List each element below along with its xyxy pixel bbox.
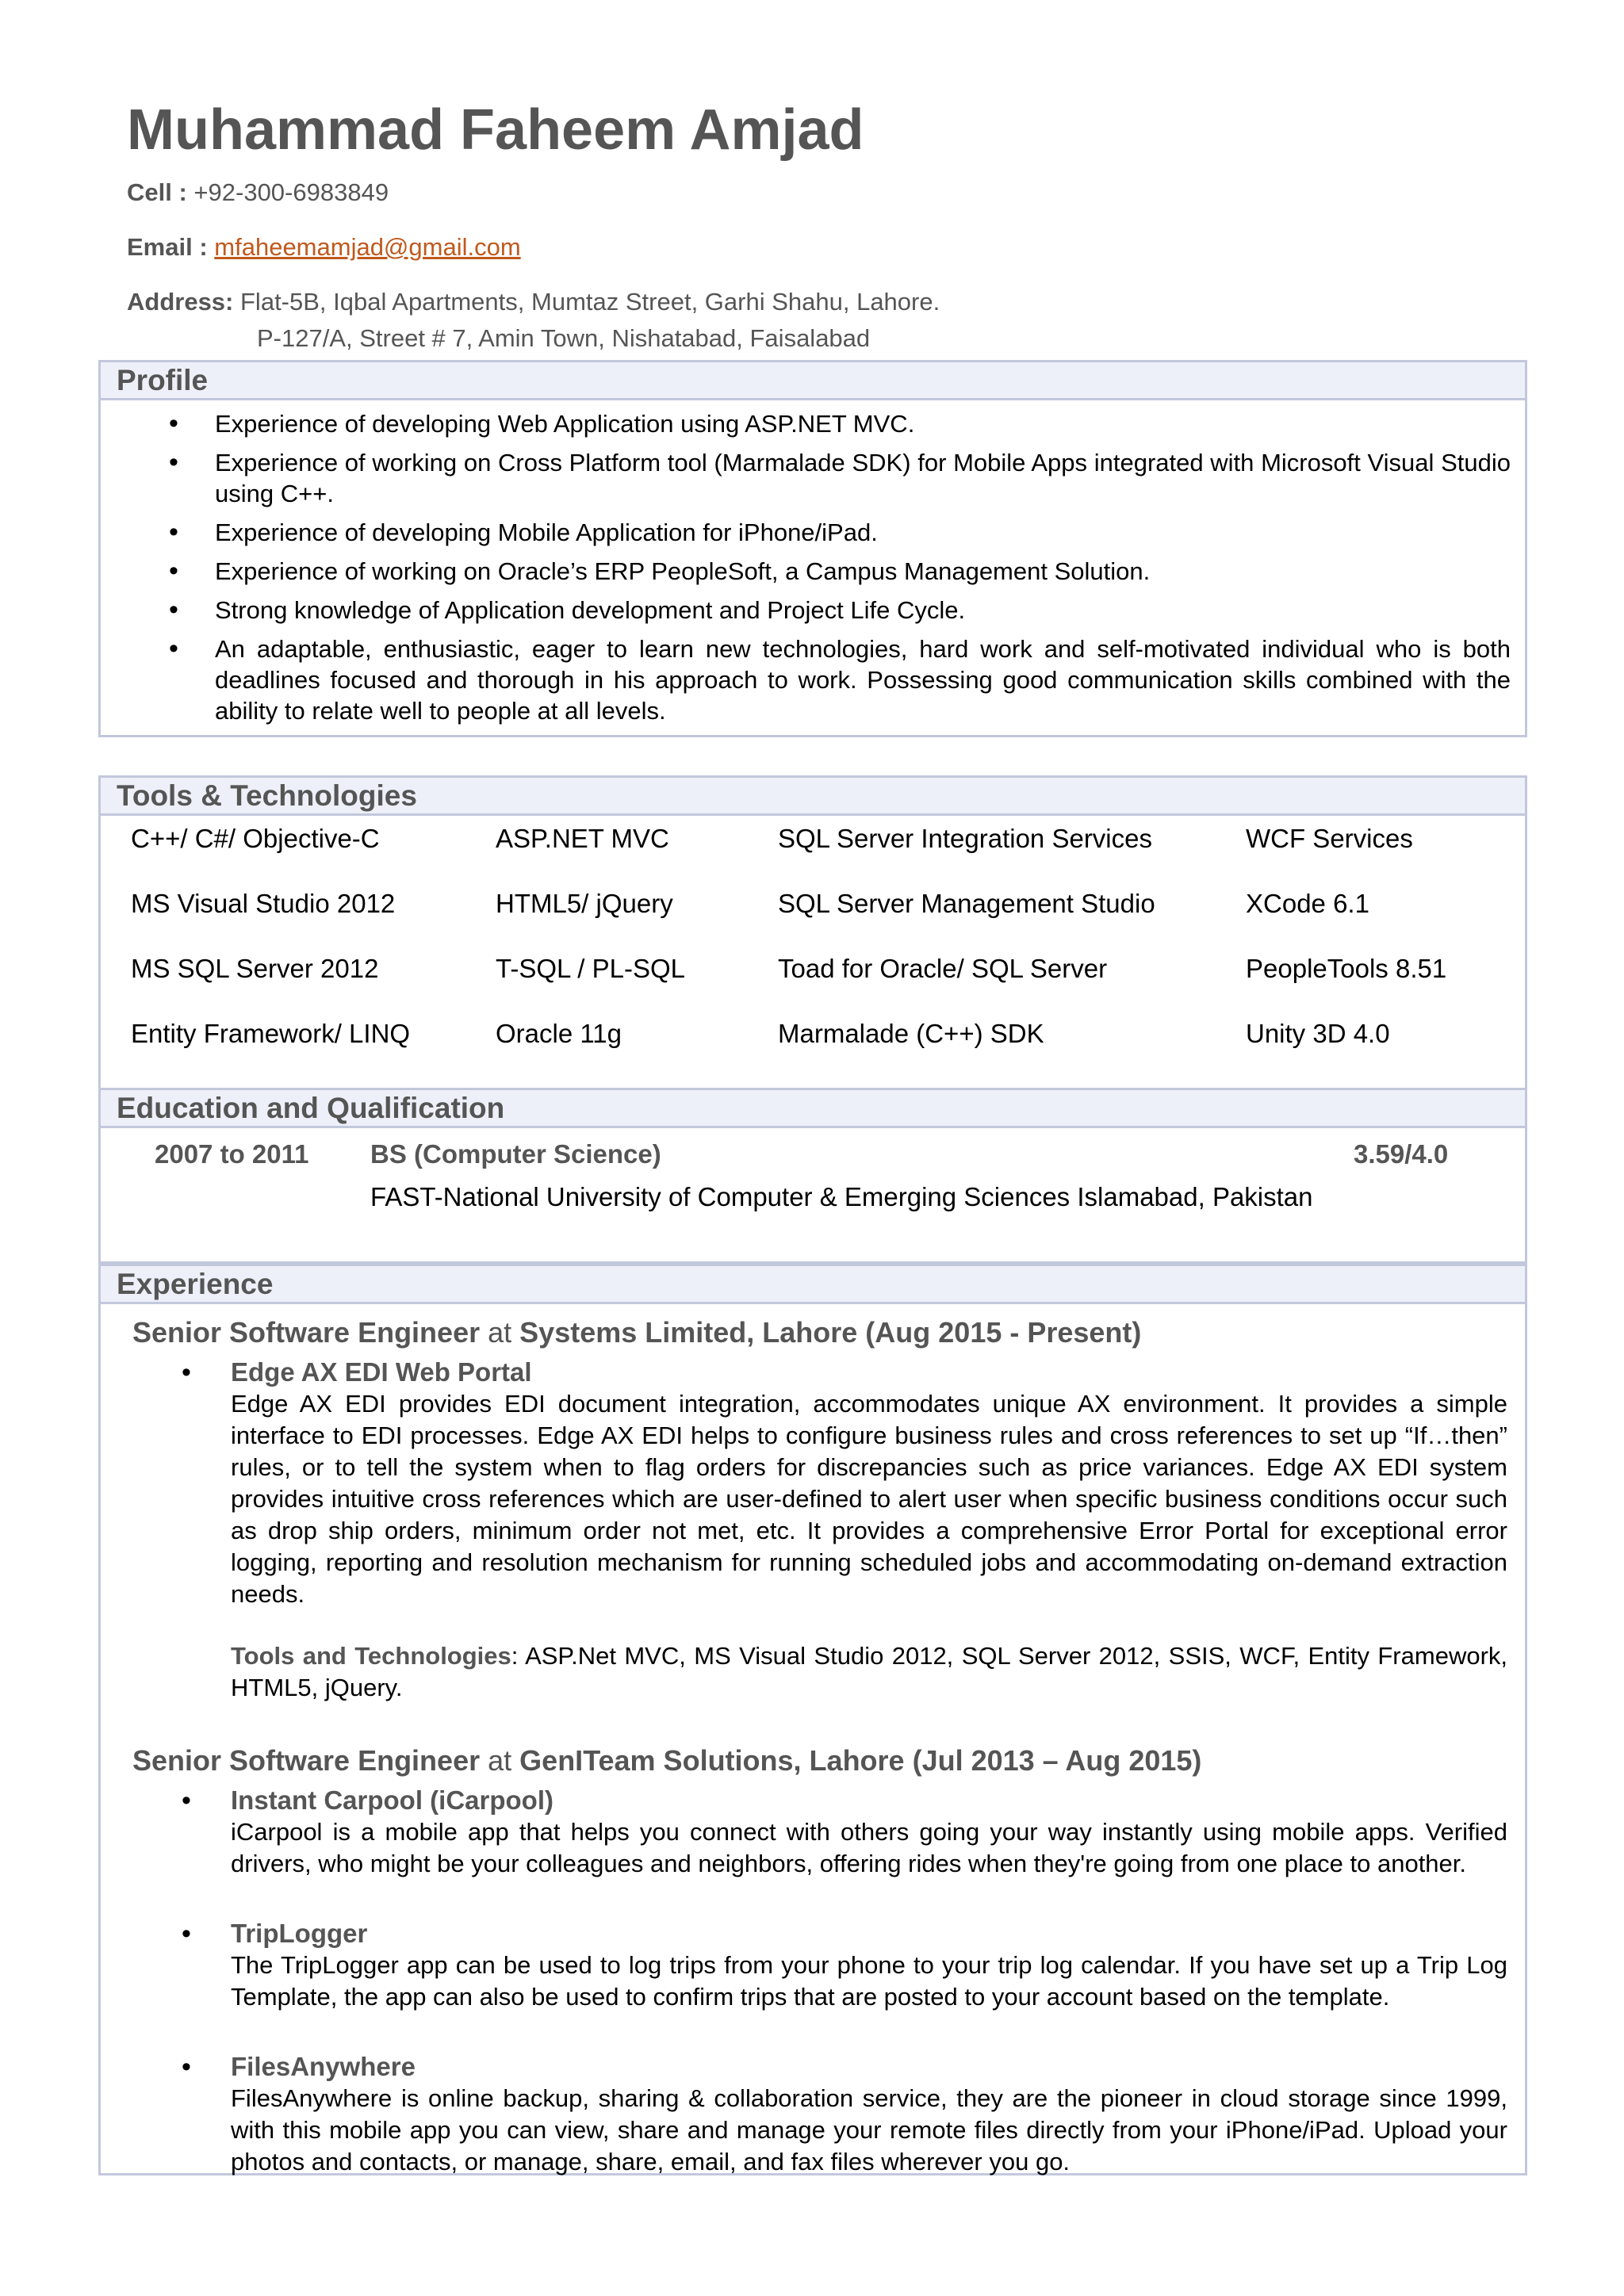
- education-section: [98, 1088, 1527, 1264]
- profile-item: • Experience of developing Mobile Application for iPhone/iPad.: [101, 517, 1525, 548]
- profile-list: [101, 400, 1525, 726]
- profile-heading: Profile: [101, 362, 1525, 400]
- project-description: Edge AX EDI provides EDI document integration, accommodates unique AX environment. It provides a simple interface to EDI processes. Edge AX EDI helps to configure business rules and cross references to set up “If…then” rules, or to tell the system when to flag orders for discrepancies such as price variances. Edge AX EDI system provides intuitive cross references which are user-defined to alert user when specific business conditions occur such as drop ship orders, minimum order not met, etc. It provides a comprehensive Error Portal for exceptional error logging, reporting and resolution mechanism for running scheduled jobs and accommodating on-demand extraction needs.: [231, 1390, 1507, 1608]
- project-icarpool: [182, 1785, 1507, 1880]
- project-description: FilesAnywhere is online backup, sharing & collaboration service, they are the pioneer in cloud storage since 1999, with this mobile app you can view, share and manage your remote files directly from your iPhone/iPad. Upload your photos and contacts, or manage, share, email, and fax files wherever you go.: [231, 2084, 1507, 2175]
- job-at: at: [488, 1316, 512, 1349]
- cell-line: [127, 178, 389, 207]
- address-line-2: P-127/A, Street # 7, Amin Town, Nishatabad, Faisalabad: [257, 324, 871, 352]
- bullet-icon: •: [182, 1919, 191, 1949]
- tool-item: MS SQL Server 2012: [131, 954, 379, 983]
- profile-item: • An adaptable, enthusiastic, eager to learn new technologies, hard work and self-motivated individual who is both deadlines focused and thorough in his approach to work. Possessing good communication skills combined with the ability to relate well to people at all levels.: [101, 633, 1525, 726]
- email-line: [127, 232, 521, 262]
- profile-item: • Experience of developing Web Application using ASP.NET MVC.: [101, 408, 1525, 439]
- project-name: Edge AX EDI Web Portal: [231, 1357, 532, 1387]
- job-company: Systems Limited, Lahore (Aug 2015 - Present): [519, 1316, 1142, 1349]
- email-link[interactable]: mfaheemamjad@gmail.com: [214, 233, 521, 261]
- project-description: iCarpool is a mobile app that helps you connect with others going your way instantly using mobile apps. Verified drivers, who might be your colleagues and neighbors, offering rides when they're going from one place to another.: [231, 1818, 1507, 1877]
- education-degree: BS (Computer Science): [370, 1139, 661, 1169]
- tool-item: ASP.NET MVC: [496, 824, 669, 853]
- tool-item: Toad for Oracle/ SQL Server: [778, 954, 1108, 983]
- tool-item: SQL Server Integration Services: [778, 824, 1152, 853]
- address-label: Address:: [127, 288, 234, 316]
- tool-item: MS Visual Studio 2012: [131, 889, 396, 918]
- job-company: GenITeam Solutions, Lahore (Jul 2013 – Aug 2015): [519, 1744, 1202, 1777]
- profile-item: • Experience of working on Cross Platform tool (Marmalade SDK) for Mobile Apps integrated with Microsoft Visual Studio using C++.: [101, 447, 1525, 509]
- education-university: FAST-National University of Computer & Emerging Sciences Islamabad, Pakistan: [370, 1182, 1313, 1211]
- education-years: 2007 to 2011: [155, 1139, 309, 1169]
- tool-item: C++/ C#/ Objective-C: [131, 824, 380, 853]
- tools-heading: Tools & Technologies: [101, 778, 1525, 816]
- project-edge-ax: [182, 1357, 1508, 1704]
- experience-heading: Experience: [101, 1266, 1525, 1304]
- project-name: FilesAnywhere: [231, 2052, 416, 2081]
- project-description: The TripLogger app can be used to log trips from your phone to your trip log calendar. If you have set up a Trip Log Template, the app can also be used to confirm trips that are posted to your account based on the template.: [231, 1951, 1507, 2011]
- bullet-icon: •: [182, 1357, 191, 1387]
- bullet-icon: •: [182, 2052, 191, 2082]
- tool-item: WCF Services: [1246, 824, 1413, 853]
- bullet-icon: •: [182, 1785, 191, 1816]
- project-tools: [231, 1640, 1507, 1704]
- experience-section: [98, 1264, 1527, 2175]
- cell-label: Cell :: [127, 178, 187, 206]
- tool-item: Marmalade (C++) SDK: [778, 1019, 1044, 1048]
- tool-item: Entity Framework/ LINQ: [131, 1019, 411, 1048]
- job-at: at: [488, 1744, 512, 1777]
- tool-item: Oracle 11g: [496, 1019, 622, 1048]
- tool-item: T-SQL / PL-SQL: [496, 954, 686, 983]
- profile-item: • Strong knowledge of Application development and Project Life Cycle.: [101, 595, 1525, 626]
- profile-item: • Experience of working on Oracle’s ERP PeopleSoft, a Campus Management Solution.: [101, 556, 1525, 587]
- education-heading: Education and Qualification: [101, 1090, 1525, 1128]
- project-triplogger: [182, 1918, 1507, 2013]
- profile-section: [98, 360, 1527, 737]
- tools-section: [98, 775, 1527, 1091]
- project-name: TripLogger: [231, 1919, 368, 1948]
- education-row: [101, 1128, 1525, 1211]
- job-role: Senior Software Engineer: [132, 1744, 481, 1777]
- education-gpa: 3.59/4.0: [1354, 1139, 1449, 1169]
- project-filesanywhere: [182, 2051, 1507, 2178]
- tool-item: PeopleTools 8.51: [1246, 954, 1447, 983]
- job-role: Senior Software Engineer: [132, 1316, 481, 1349]
- tool-item: HTML5/ jQuery: [496, 889, 673, 918]
- candidate-name: Muhammad Faheem Amjad: [127, 98, 864, 162]
- address-value-1: Flat-5B, Iqbal Apartments, Mumtaz Street, Garhi Shahu, Lahore.: [240, 288, 940, 316]
- project-name: Instant Carpool (iCarpool): [231, 1785, 553, 1815]
- project-tools-value: : ASP.Net MVC, MS Visual Studio 2012, SQL Server 2012, SSIS, WCF, Entity Framework, HTML5, jQuery.: [231, 1642, 1508, 1701]
- address-line-1: [127, 287, 940, 316]
- tool-item: XCode 6.1: [1246, 889, 1369, 918]
- job-title-2: [132, 1743, 1201, 1777]
- tool-item: SQL Server Management Studio: [778, 889, 1155, 918]
- tool-item: Unity 3D 4.0: [1246, 1019, 1390, 1048]
- tools-grid: [101, 806, 1525, 1066]
- job-title-1: [132, 1315, 1141, 1349]
- cell-value: +92-300-6983849: [193, 178, 389, 206]
- email-label: Email :: [127, 233, 208, 261]
- project-tools-label: Tools and Technologies: [231, 1642, 511, 1670]
